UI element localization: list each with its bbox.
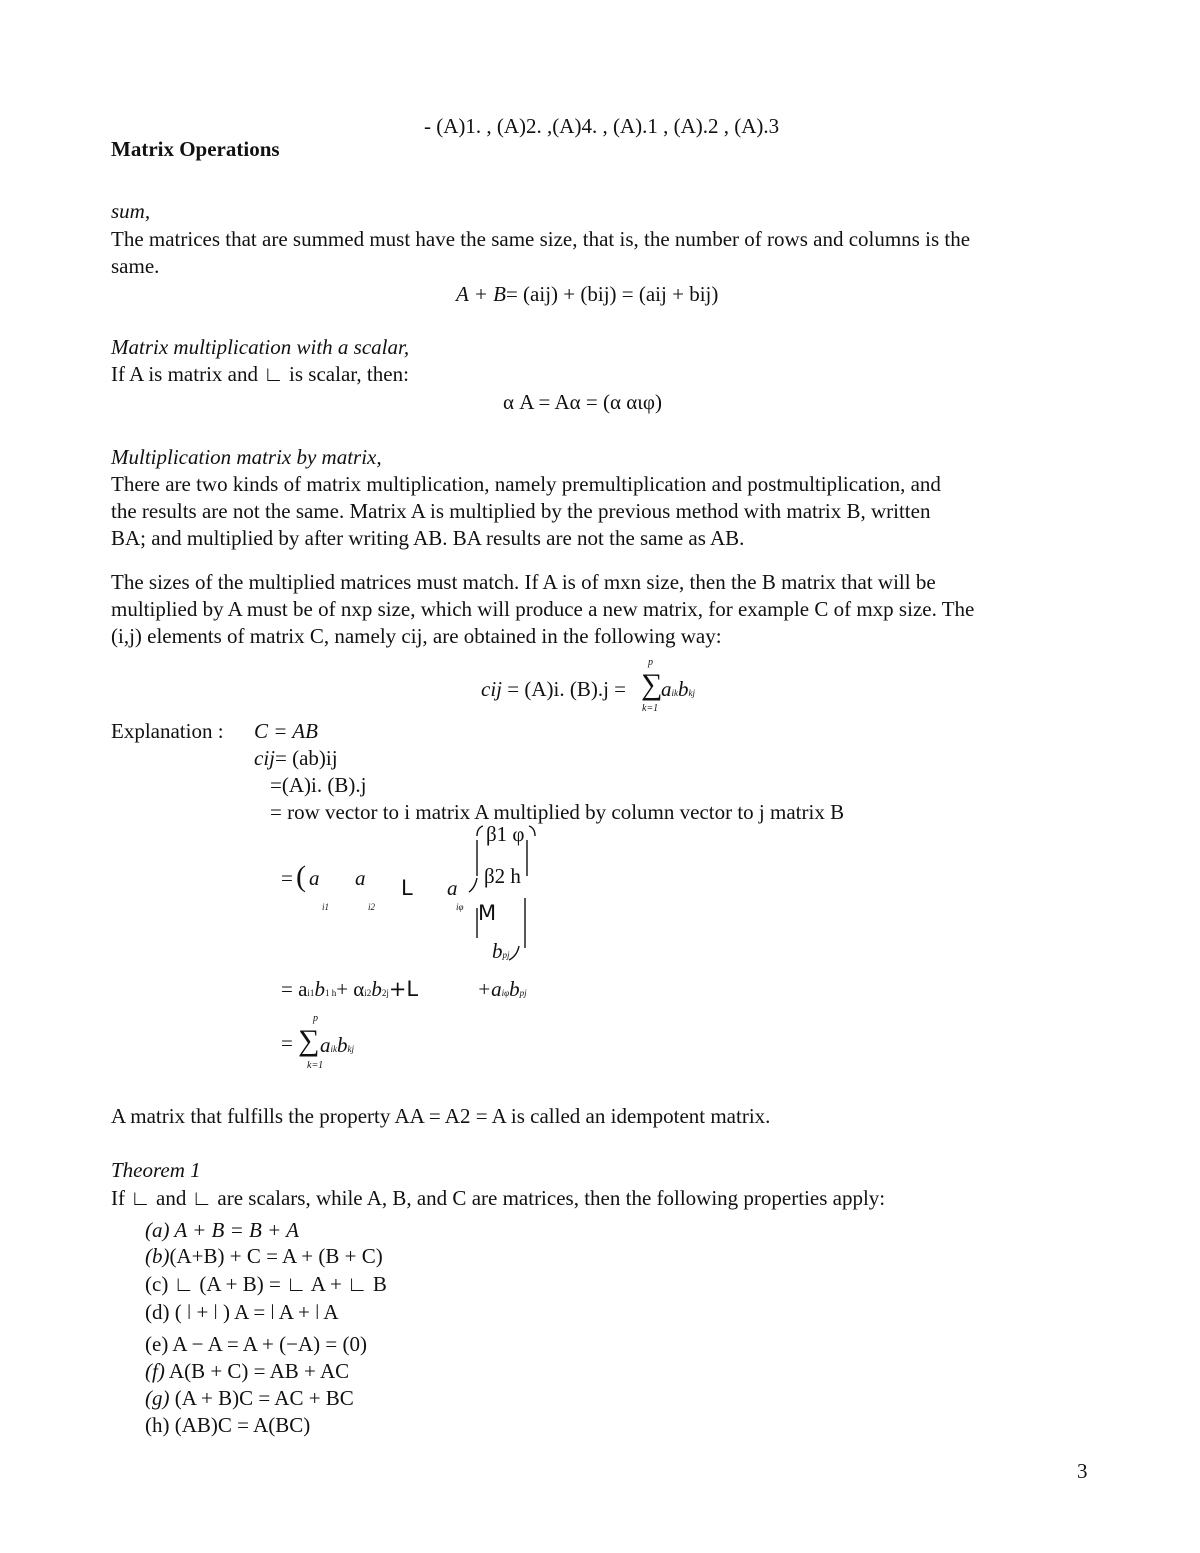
- final-sigma: ∑: [298, 1024, 320, 1057]
- expansion-sub-1: i1: [307, 988, 315, 998]
- rowvec-a1: a: [309, 866, 320, 890]
- theorem-item-text: A − A = A + (−A) = (0): [168, 1332, 367, 1356]
- theorem-item-label: (f): [145, 1359, 165, 1383]
- theorem-item-text: ( ǀ + ǀ ) A = ǀ A + ǀ A: [169, 1300, 339, 1324]
- final-sum-upper: p: [313, 1013, 318, 1024]
- page-title: Matrix Operations: [111, 137, 280, 161]
- expansion-plus: + α: [336, 977, 365, 1001]
- explanation-c-ab: C = AB: [254, 719, 318, 743]
- theorem-item-label: (b): [145, 1244, 170, 1268]
- sum-term-a-sub: ik: [671, 688, 678, 698]
- matmul-p2-line-2: multiplied by A must be of nxp size, which will produce a new matrix, for example C of mxp size. The: [111, 597, 975, 621]
- expansion-end-a: +a: [477, 977, 502, 1001]
- sum-term-b: b: [678, 677, 689, 701]
- theorem-item-label: (h): [145, 1413, 170, 1437]
- matmul-heading: Multiplication matrix by matrix,: [111, 445, 382, 469]
- theorem-item: [145, 1361, 349, 1382]
- theorem-item-label: (e): [145, 1332, 169, 1356]
- theorem-item-text: (A + B)C = AC + BC: [169, 1386, 354, 1410]
- matmul-p2-line-3: (i,j) elements of matrix C, namely cij, are obtained in the following way:: [111, 624, 722, 648]
- expansion-ellipsis: +L: [388, 977, 419, 1001]
- scalar-heading: Matrix multiplication with a scalar,: [111, 335, 410, 359]
- rowvec-a3: a: [447, 876, 458, 900]
- colvec-b1: β1 φ: [486, 822, 525, 846]
- final-term-a: a: [320, 1033, 331, 1057]
- rowvec-eq: =: [281, 866, 293, 890]
- sum-line-1: The matrices that are summed must have the same size, that is, the number of rows and columns is the: [111, 227, 971, 251]
- cij-symbol: cij: [481, 677, 502, 701]
- expansion-b1: b: [314, 977, 325, 1001]
- matmul-p1-line-1: There are two kinds of matrix multiplication, namely premultiplication and postmultiplication, and: [111, 472, 941, 496]
- expansion-sub-6: pj: [519, 988, 527, 998]
- theorem-item-label: (a): [145, 1218, 170, 1242]
- rowvec-paren: (: [296, 860, 306, 893]
- theorem-item: [145, 1302, 339, 1323]
- expansion-end: [477, 979, 527, 1000]
- matmul-p2-line-1: The sizes of the multiplied matrices must match. If A is of mxn size, then the B matrix that will be: [111, 570, 936, 594]
- sum-term: [661, 679, 695, 700]
- theorem-item-label: (c): [145, 1272, 169, 1296]
- row-notation: - (A)1. , (A)2. ,(A)4. , (A).1 , (A).2 , (A).3: [424, 114, 780, 138]
- sum-heading: sum,: [111, 199, 151, 223]
- colvec-ellipsis: M: [478, 901, 497, 925]
- final-term: [320, 1035, 354, 1056]
- theorem-line: If ∟ and ∟ are scalars, while A, B, and C are matrices, then the following properties apply:: [111, 1186, 886, 1210]
- colvec-b2: β2 h: [484, 864, 521, 888]
- rowvec-ellipsis: L: [401, 876, 413, 900]
- expansion-sub-4: 2j: [381, 988, 389, 998]
- idempotent-line: A matrix that fulfills the property AA = A2 = A is called an idempotent matrix.: [111, 1104, 771, 1128]
- sum-lower-limit: k=1: [642, 703, 659, 714]
- expansion-sub-3: i2: [364, 988, 372, 998]
- expansion-start: = a: [281, 977, 308, 1001]
- sum-formula-rhs: = (aij) + (bij) = (aij + bij): [505, 282, 719, 306]
- theorem-item: [145, 1334, 367, 1355]
- expansion-sub-2: 1 h: [324, 988, 337, 998]
- colvec-bp-sub: pj: [502, 950, 510, 960]
- scalar-line: If A is matrix and ∟ is scalar, then:: [111, 362, 409, 386]
- page-number: 3: [1077, 1459, 1088, 1483]
- theorem-item-label: (g): [145, 1386, 170, 1410]
- theorem-heading: Theorem 1: [111, 1158, 201, 1182]
- final-term-b: b: [337, 1033, 348, 1057]
- theorem-item: [145, 1246, 383, 1267]
- explanation-cij-rest: = (ab)ij: [275, 746, 338, 770]
- rowvec-sub-i2: i2: [368, 902, 376, 912]
- scalar-formula: α A = Aα = (α αιφ): [503, 390, 662, 414]
- final-term-a-sub: ik: [330, 1044, 337, 1054]
- theorem-item: [145, 1220, 299, 1241]
- explanation-label: Explanation :: [111, 719, 224, 743]
- theorem-item: [145, 1415, 310, 1436]
- final-sum-lower: k=1: [307, 1060, 324, 1071]
- expansion-sub-5: iφ: [501, 988, 510, 998]
- sum-formula-lhs: A + B: [456, 282, 506, 306]
- rowvec-sub-ip: iφ: [456, 902, 464, 912]
- sigma-symbol: ∑: [641, 668, 663, 701]
- sum-term-a: a: [661, 677, 672, 701]
- expansion-line: [281, 979, 418, 1000]
- sum-term-b-sub: kj: [688, 688, 695, 698]
- theorem-item-text: A(B + C) = AB + AC: [164, 1359, 350, 1383]
- theorem-item-label: (d): [145, 1300, 170, 1324]
- cij-mid: = (A)i. (B).j =: [502, 677, 627, 701]
- theorem-item: [145, 1388, 354, 1409]
- theorem-item: [145, 1274, 387, 1295]
- explanation-cij-symbol: cij: [254, 746, 275, 770]
- final-term-b-sub: kj: [347, 1044, 354, 1054]
- rowvec-sub-i1: i1: [322, 902, 330, 912]
- theorem-item-text: A + B = B + A: [169, 1218, 299, 1242]
- colvec-bp: [492, 941, 510, 962]
- theorem-item-text: (AB)C = A(BC): [169, 1413, 311, 1437]
- theorem-item-text: ∟ (A + B) = ∟ A + ∟ B: [168, 1272, 387, 1296]
- explanation-line-3: =(A)i. (B).j: [270, 773, 367, 797]
- sum-upper-limit: p: [648, 657, 653, 668]
- explanation-cij: [254, 748, 338, 769]
- final-eq: =: [281, 1031, 293, 1055]
- cij-formula: [481, 679, 626, 700]
- rowvec-a2: a: [355, 866, 366, 890]
- expansion-b3: b: [509, 977, 520, 1001]
- sum-formula: [456, 284, 718, 305]
- explanation-line-4: = row vector to i matrix A multiplied by column vector to j matrix B: [270, 800, 845, 824]
- sum-line-2: same.: [111, 254, 160, 278]
- colvec-bp-letter: b: [492, 939, 503, 963]
- matmul-p1-line-2: the results are not the same. Matrix A is multiplied by the previous method with matrix B, written: [111, 499, 931, 523]
- theorem-item-text: (A+B) + C = A + (B + C): [169, 1244, 383, 1268]
- matmul-p1-line-3: BA; and multiplied by after writing AB. BA results are not the same as AB.: [111, 526, 745, 550]
- expansion-b2: b: [371, 977, 382, 1001]
